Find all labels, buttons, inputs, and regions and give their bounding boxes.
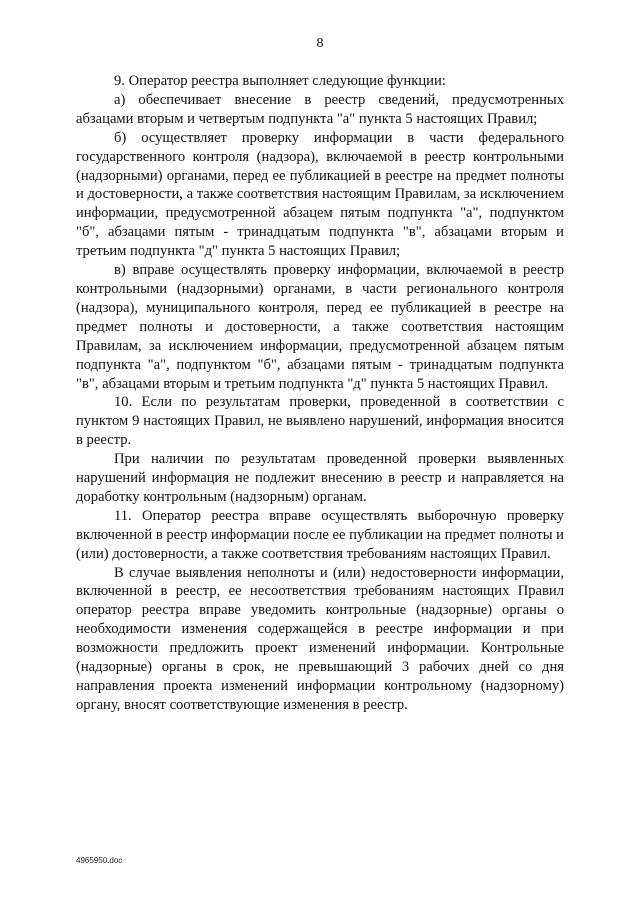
paragraph-item-11-inaccuracy: В случае выявления неполноты и (или) недостоверности информации, включенной в реестр, ее несоответствия требованиям настоящих Правил оператор реестра вправе уведомить контрольные (надзорные) органы о необходимости изменения содержащейся в реестре информации и при возможности предложить проект изменений информации. Контрольные (надзорные) органы в срок, не превышающий 3 рабочих дней со дня направления проекта изменений информации контрольному (надзорному) органу, вносят соответствующие изменения в реестр. — [76, 564, 564, 713]
paragraph-subitem-a: а) обеспечивает внесение в реестр сведений, предусмотренных абзацами вторым и четвертым подпункта "а" пункта 5 настоящих Правил; — [76, 91, 564, 127]
paragraph-subitem-b: б) осуществляет проверку информации в части федерального государственного контроля (надзора), включаемой в реестр контрольными (надзорными) органами, перед ее публикацией в реестре на предмет полноты и достоверности, а также соответствия настоящим Правилам, за исключением информации, предусмотренной абзацем пятым подпункта "а", подпунктом "б", абзацами пятым - тринадцатым подпункта "в", абзацами вторым и третьим подпункта "д" пункта 5 настоящих Правил; — [76, 129, 564, 260]
paragraph-item-10: 10. Если по результатам проверки, проведенной в соответствии с пунктом 9 настоящих Правил, не выявлено нарушений, информация вносится в реестр. — [76, 394, 564, 449]
document-body — [76, 72, 564, 715]
paragraph-item-11: 11. Оператор реестра вправе осуществлять выборочную проверку включенной в реестр информации после ее публикации на предмет полноты и (или) достоверности, а также соответствия требованиям настоящих Правил. — [76, 507, 564, 562]
paragraph-item-10-violations: При наличии по результатам проведенной проверки выявленных нарушений информация не подлежит внесению в реестр и направляется на доработку контрольным (надзорным) органам. — [76, 451, 564, 505]
paragraph-subitem-v: в) вправе осуществлять проверку информации, включаемой в реестр контрольными (надзорными) органами, в части регионального контроля (надзора), муниципального контроля, перед ее публикацией в реестре на предмет полноты и достоверности, а также соответствия настоящим Правилам, за исключением информации, предусмотренной абзацем пятым подпункта "а", подпунктом "б", абзацами пятым - тринадцатым подпункта "в", абзацами вторым и третьим подпункта "д" пункта 5 настоящих Правил. — [76, 262, 564, 392]
page-number: 8 — [316, 36, 324, 51]
footer-document-code: 4965950.doc — [76, 856, 123, 865]
paragraph-item-9: 9. Оператор реестра выполняет следующие функции: — [114, 73, 446, 89]
